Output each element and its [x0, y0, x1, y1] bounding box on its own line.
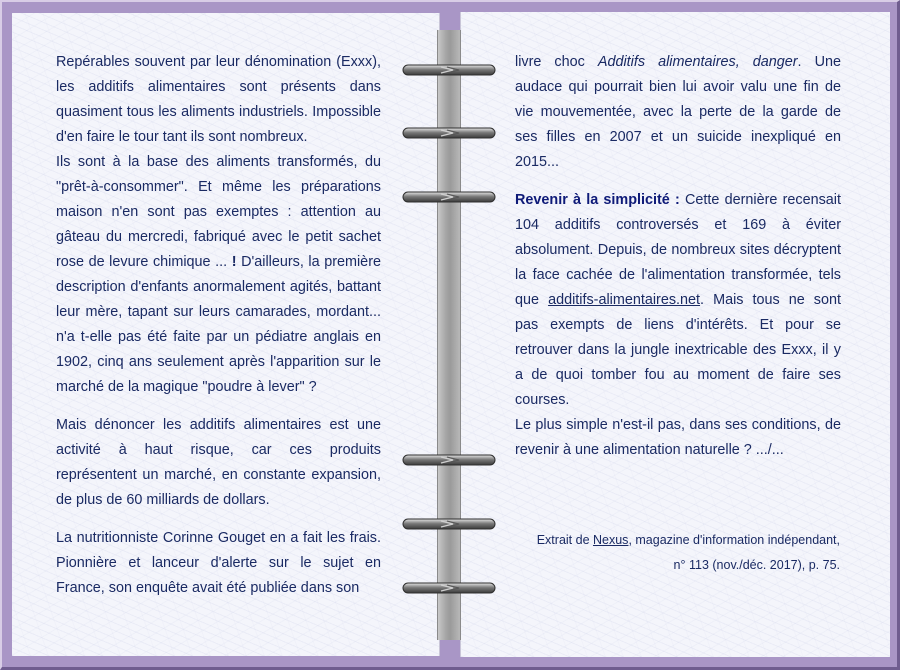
- left-paragraph-2-part-a: Ils sont à la base des aliments transformés, du "prêt-à-consommer". Et même les préparations maison n'en sont pas exemptes : attention au gâteau du mercredi, fabriqué avec le petit sachet rose de levure chimique ...: [56, 154, 381, 270]
- binder-ring-icon: [401, 63, 497, 77]
- right-paragraph-2: [515, 188, 841, 413]
- left-paragraph-2-part-b: D'ailleurs, la première description d'enfants anormalement agités, battant leur mère, tapant sur leurs camarades, mordant... n'a t-elle pas été faite par un pédiatre anglais en 1902, cinq ans seulement après l'apparition sur le marché de la magique "poudre à lever" ?: [56, 254, 381, 395]
- exclamation-mark: !: [231, 254, 237, 270]
- additifs-site-link[interactable]: additifs-alimentaires.net: [548, 292, 701, 308]
- credit-line-1-suffix: , magazine d'information indépendant,: [628, 533, 840, 547]
- left-column-text: [56, 50, 381, 601]
- source-credit: [500, 528, 840, 578]
- credit-line-2: n° 113 (nov./déc. 2017), p. 75.: [673, 558, 840, 572]
- binder-ring-icon: [401, 453, 497, 467]
- left-paragraph-1: Repérables souvent par leur dénomination (Exxx), les additifs alimentaires sont présents dans quasiment tous les aliments industriels. Impossible d'en faire le tour tant ils sont nombreux.: [56, 54, 381, 145]
- right-paragraph-1-part-b: . Une audace qui pourrait bien lui avoir valu une fin de vie mouvementée, avec la perte de la garde de ses filles en 2007 et un suicide inexpliqué en 2015...: [515, 54, 841, 170]
- binder-spine: [437, 30, 461, 640]
- binder-ring-icon: [401, 517, 497, 531]
- right-paragraph-1-part-a: livre choc: [515, 54, 598, 70]
- credit-line-1: [500, 528, 840, 553]
- right-paragraph-2-part-b: . Mais tous ne sont pas exempts de liens d'intérêts. Et pour se retrouver dans la jungle inextricable des Exxx, il y a de quoi tomber fou au moment de faire ses courses.: [515, 292, 841, 408]
- binder-ring-icon: [401, 581, 497, 595]
- nexus-link[interactable]: Nexus: [593, 533, 629, 547]
- right-paragraph-3: Le plus simple n'est-il pas, dans ses conditions, de revenir à une alimentation naturelle ? .../...: [515, 417, 841, 458]
- binder-ring-icon: [401, 190, 497, 204]
- binder-ring-icon: [401, 126, 497, 140]
- left-paragraph-4: La nutritionniste Corinne Gouget en a fait les frais. Pionnière et lanceur d'alerte sur le sujet en France, son enquête avait été publiée dans son: [56, 530, 381, 596]
- right-column-text: [515, 50, 841, 463]
- section-heading: Revenir à la simplicité :: [515, 192, 680, 208]
- left-paragraph-3: Mais dénoncer les additifs alimentaires est une activité à haut risque, car ces produits représentent un marché, en constante expansion, de plus de 60 milliards de dollars.: [56, 417, 381, 508]
- right-paragraph-1: [515, 50, 841, 175]
- right-paragraph-2-part-a: Cette dernière recensait 104 additifs controversés et 169 à éviter absolument. Depuis, de nombreux sites décryptent la face cachée de l'alimentation transformée, tels que: [515, 192, 841, 308]
- left-paragraph-2: [56, 150, 381, 400]
- credit-prefix: Extrait de: [536, 533, 593, 547]
- book-title: Additifs alimentaires, danger: [597, 54, 798, 70]
